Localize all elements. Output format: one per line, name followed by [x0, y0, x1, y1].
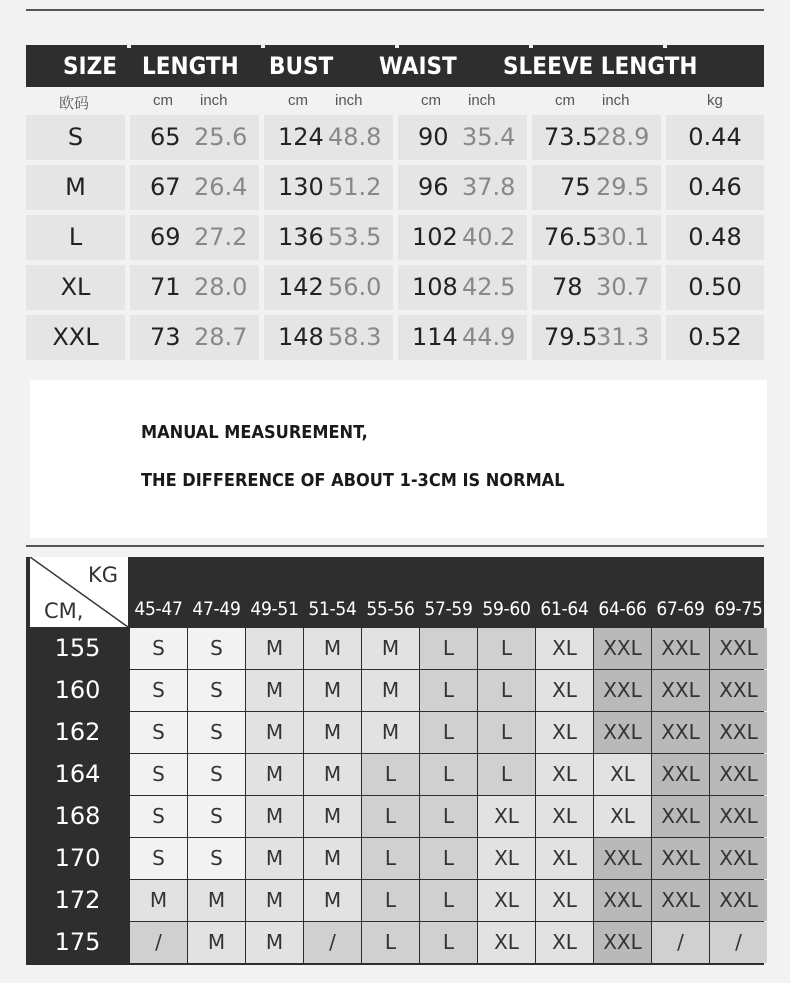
size-rows [26, 115, 764, 360]
size-recommendation-cell: L [420, 880, 477, 921]
sleeve-inch-value: 28.9 [596, 123, 650, 151]
weight-range-header: 45-47 [134, 598, 183, 620]
size-recommendation-cell: L [420, 922, 477, 963]
size-row [26, 215, 764, 260]
size-recommendation-cell: M [188, 922, 245, 963]
note-line-1: MANUAL MEASUREMENT, [141, 422, 368, 443]
bust-cell [264, 165, 393, 210]
waist-inch-value: 42.5 [462, 273, 516, 301]
size-recommendation-cell: XL [594, 796, 651, 837]
size-recommendation-cell: L [362, 838, 419, 879]
size-recommendation-cell: L [362, 796, 419, 837]
unit-waist-inch: inch [468, 92, 496, 109]
size-recommendation-cell: M [246, 670, 303, 711]
size-recommendation-cell: M [304, 670, 361, 711]
size-recommendation-cell: M [362, 670, 419, 711]
size-recommendation-cell: L [420, 796, 477, 837]
bust-cm-value: 148 [278, 323, 324, 351]
waist-cell [398, 215, 527, 260]
size-recommendation-cell: M [362, 628, 419, 669]
unit-bust-cm: cm [288, 92, 308, 109]
size-recommendation-cell: S [188, 670, 245, 711]
corner-height-label: CM, [44, 599, 84, 623]
size-recommendation-cell: S [130, 796, 187, 837]
bust-cm-value: 136 [278, 223, 324, 251]
size-recommendation-cell: S [130, 838, 187, 879]
height-row-label: 170 [54, 844, 101, 872]
unit-bust-inch: inch [335, 92, 363, 109]
length-cell [130, 165, 259, 210]
size-recommendation-cell: S [188, 838, 245, 879]
kg-cell: 0.50 [666, 265, 764, 310]
weight-range-header: 69-75 [714, 598, 763, 620]
size-recommendation-cell: XXL [710, 628, 767, 669]
length-cm-value: 71 [150, 273, 181, 301]
sleeve-inch-value: 29.5 [596, 173, 650, 201]
size-recommendation-cell: S [188, 628, 245, 669]
size-row [26, 265, 764, 310]
waist-cell [398, 315, 527, 360]
weight-range-header: 57-59 [424, 598, 473, 620]
top-divider [26, 9, 764, 11]
size-recommendation-cell: XL [478, 796, 535, 837]
length-cm-value: 67 [150, 173, 181, 201]
size-recommendation-cell: XXL [710, 880, 767, 921]
length-inch-value: 27.2 [194, 223, 248, 251]
kg-cell: 0.52 [666, 315, 764, 360]
sleeve-cm-value: 79.5 [544, 323, 598, 351]
size-table-header [26, 45, 764, 87]
size-recommendation-cell: L [362, 880, 419, 921]
size-recommendation-cell: XL [536, 628, 593, 669]
size-recommendation-cell: XXL [710, 712, 767, 753]
note-line-2: THE DIFFERENCE OF ABOUT 1-3CM IS NORMAL [141, 470, 565, 491]
size-recommendation-cell: XXL [652, 838, 709, 879]
size-row [26, 315, 764, 360]
bust-inch-value: 56.0 [328, 273, 382, 301]
size-recommendation-cell: S [188, 796, 245, 837]
length-cm-value: 69 [150, 223, 181, 251]
header-bust: BUST [269, 52, 334, 80]
size-recommendation-cell: S [130, 712, 187, 753]
sleeve-cm-value: 75 [560, 173, 591, 201]
size-recommendation-cell: M [246, 628, 303, 669]
weight-range-header: 67-69 [656, 598, 705, 620]
size-recommendation-cell: XL [536, 796, 593, 837]
sleeve-cell [532, 215, 661, 260]
waist-cm-value: 96 [418, 173, 449, 201]
size-recommendation-cell: XXL [710, 754, 767, 795]
length-inch-value: 25.6 [194, 123, 248, 151]
bust-inch-value: 58.3 [328, 323, 382, 351]
size-recommendation-cell: M [304, 628, 361, 669]
height-row-label: 168 [54, 802, 101, 830]
size-recommendation-cell: XXL [652, 796, 709, 837]
sleeve-cm-value: 73.5 [544, 123, 598, 151]
sleeve-cm-value: 78 [552, 273, 583, 301]
size-recommendation-cell: L [362, 754, 419, 795]
size-recommendation-cell: M [304, 712, 361, 753]
sleeve-inch-value: 31.3 [596, 323, 650, 351]
bust-inch-value: 51.2 [328, 173, 382, 201]
size-recommendation-cell: M [304, 880, 361, 921]
bust-cell [264, 265, 393, 310]
size-recommendation-cell: XXL [594, 628, 651, 669]
waist-inch-value: 37.8 [462, 173, 516, 201]
size-cell: M [26, 165, 125, 210]
header-length: LENGTH [142, 52, 239, 80]
size-recommendation-cell: L [420, 670, 477, 711]
size-recommendation-cell: XL [536, 838, 593, 879]
size-recommendation-cell: M [130, 880, 187, 921]
bust-cm-value: 130 [278, 173, 324, 201]
size-recommendation-cell: XL [536, 922, 593, 963]
size-recommendation-cell: XXL [652, 628, 709, 669]
size-recommendation-cell: / [710, 922, 767, 963]
sleeve-cell [532, 165, 661, 210]
size-recommendation-cell: M [246, 838, 303, 879]
size-recommendation-cell: M [304, 838, 361, 879]
length-cm-value: 73 [150, 323, 181, 351]
unit-sleeve-inch: inch [602, 92, 630, 109]
sleeve-inch-value: 30.1 [596, 223, 650, 251]
size-recommendation-cell: / [304, 922, 361, 963]
unit-kg: kg [707, 92, 723, 109]
header-size: SIZE [63, 52, 117, 80]
unit-size-label: 欧码 [59, 95, 90, 112]
waist-inch-value: 44.9 [462, 323, 516, 351]
size-recommendation-cell: L [362, 922, 419, 963]
waist-cm-value: 114 [412, 323, 458, 351]
kg-cell: 0.48 [666, 215, 764, 260]
unit-length-cm: cm [153, 92, 173, 109]
size-recommendation-cell: / [130, 922, 187, 963]
middle-divider [26, 545, 764, 547]
height-row-label: 164 [54, 760, 101, 788]
waist-cell [398, 115, 527, 160]
size-recommendation-cell: XXL [710, 838, 767, 879]
bust-cell [264, 315, 393, 360]
size-cell: XL [26, 265, 125, 310]
waist-cm-value: 90 [418, 123, 449, 151]
length-inch-value: 26.4 [194, 173, 248, 201]
bust-cm-value: 124 [278, 123, 324, 151]
waist-cm-value: 108 [412, 273, 458, 301]
size-recommendation-cell: XL [478, 880, 535, 921]
header-waist: WAIST [379, 52, 457, 80]
waist-cell [398, 265, 527, 310]
length-cell [130, 265, 259, 310]
size-recommendation-cell: XXL [594, 880, 651, 921]
size-cell: L [26, 215, 125, 260]
header-notch [261, 45, 265, 48]
size-recommendation-cell: L [420, 838, 477, 879]
size-recommendation-cell: XXL [710, 670, 767, 711]
size-recommendation-cell: M [304, 796, 361, 837]
size-recommendation-cell: S [188, 712, 245, 753]
weight-range-header: 61-64 [540, 598, 589, 620]
unit-waist-cm: cm [421, 92, 441, 109]
kg-cell: 0.46 [666, 165, 764, 210]
size-recommendation-cell: XL [594, 754, 651, 795]
height-row-label: 172 [54, 886, 101, 914]
size-recommendation-cell: XL [536, 880, 593, 921]
size-recommendation-cell: M [246, 754, 303, 795]
size-recommendation-cell: XXL [652, 754, 709, 795]
weight-range-header: 59-60 [482, 598, 531, 620]
bust-cell [264, 215, 393, 260]
size-recommendation-cell: M [362, 712, 419, 753]
height-row-label: 155 [54, 634, 101, 662]
size-recommendation-cell: XXL [594, 712, 651, 753]
weight-range-header: 55-56 [366, 598, 415, 620]
size-recommendation-cell: XXL [710, 796, 767, 837]
size-recommendation-cell: M [246, 922, 303, 963]
size-recommendation-cell: S [130, 754, 187, 795]
header-notch [663, 45, 667, 48]
height-weight-size-chart [26, 557, 764, 965]
units-row [26, 87, 764, 115]
corner-header-cell [30, 557, 128, 627]
sleeve-cell [532, 115, 661, 160]
length-inch-value: 28.0 [194, 273, 248, 301]
size-recommendation-cell: M [246, 880, 303, 921]
height-row-label: 162 [54, 718, 101, 746]
unit-length-inch: inch [200, 92, 228, 109]
sleeve-inch-value: 30.7 [596, 273, 650, 301]
header-sleeve-length: SLEEVE LENGTH [503, 52, 698, 80]
size-recommendation-cell: L [478, 754, 535, 795]
size-recommendation-cell: XXL [594, 838, 651, 879]
length-cm-value: 65 [150, 123, 181, 151]
size-recommendation-cell: L [420, 754, 477, 795]
kg-cell: 0.44 [666, 115, 764, 160]
sleeve-cell [532, 315, 661, 360]
size-cell: S [26, 115, 125, 160]
bust-cell [264, 115, 393, 160]
length-cell [130, 315, 259, 360]
weight-range-header: 47-49 [192, 598, 241, 620]
corner-weight-label: KG [88, 563, 119, 587]
size-recommendation-cell: / [652, 922, 709, 963]
size-recommendation-cell: XL [536, 712, 593, 753]
size-row [26, 115, 764, 160]
size-recommendation-cell: XL [536, 754, 593, 795]
size-recommendation-cell: S [130, 628, 187, 669]
weight-range-header: 49-51 [250, 598, 299, 620]
height-row-label: 175 [54, 928, 101, 956]
waist-inch-value: 40.2 [462, 223, 516, 251]
bust-cm-value: 142 [278, 273, 324, 301]
size-recommendation-cell: L [420, 628, 477, 669]
bust-inch-value: 48.8 [328, 123, 382, 151]
size-recommendation-cell: M [188, 880, 245, 921]
weight-range-header: 64-66 [598, 598, 647, 620]
unit-sleeve-cm: cm [555, 92, 575, 109]
size-recommendation-cell: XL [478, 838, 535, 879]
size-recommendation-cell: XXL [652, 880, 709, 921]
size-cell: XXL [26, 315, 125, 360]
length-cell [130, 115, 259, 160]
header-notch [127, 45, 131, 48]
size-recommendation-cell: M [246, 712, 303, 753]
size-row [26, 165, 764, 210]
sleeve-cm-value: 76.5 [544, 223, 598, 251]
header-notch [395, 45, 399, 48]
waist-cell [398, 165, 527, 210]
size-recommendation-cell: M [304, 754, 361, 795]
size-recommendation-cell: L [478, 712, 535, 753]
size-recommendation-cell: XXL [594, 922, 651, 963]
size-recommendation-cell: XXL [652, 670, 709, 711]
height-row-label: 160 [54, 676, 101, 704]
size-recommendation-cell: M [246, 796, 303, 837]
size-recommendation-cell: L [478, 628, 535, 669]
length-inch-value: 28.7 [194, 323, 248, 351]
header-notch [529, 45, 533, 48]
size-recommendation-cell: XXL [652, 712, 709, 753]
size-recommendation-cell: XL [536, 670, 593, 711]
bust-inch-value: 53.5 [328, 223, 382, 251]
length-cell [130, 215, 259, 260]
measurement-note [30, 380, 767, 538]
waist-inch-value: 35.4 [462, 123, 516, 151]
size-measurement-table [26, 45, 764, 365]
size-recommendation-cell: XXL [594, 670, 651, 711]
weight-range-header: 51-54 [308, 598, 357, 620]
size-recommendation-cell: S [130, 670, 187, 711]
size-recommendation-cell: XL [478, 922, 535, 963]
size-recommendation-cell: S [188, 754, 245, 795]
waist-cm-value: 102 [412, 223, 458, 251]
size-recommendation-cell: L [420, 712, 477, 753]
sleeve-cell [532, 265, 661, 310]
size-recommendation-cell: L [478, 670, 535, 711]
